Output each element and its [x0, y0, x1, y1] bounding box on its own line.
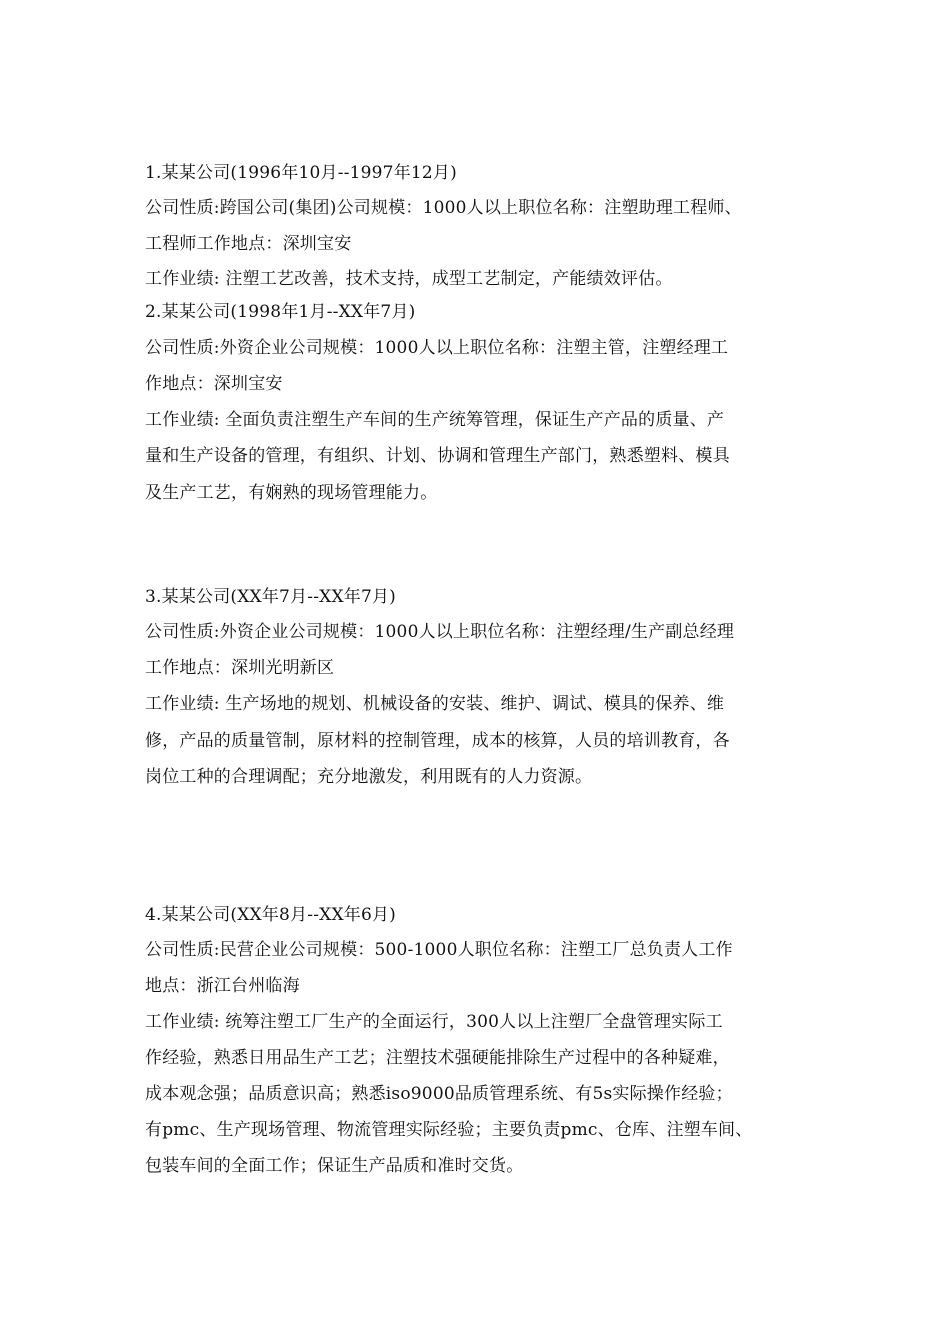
entry-4-company-info-cont: 地点：浙江台州临海	[145, 976, 300, 996]
entry-4-performance-cont-2: 成本观念强；品质意识高；熟悉iso9000品质管理系统、有5s实际操作经验；	[145, 1084, 733, 1104]
entry-3-heading: 3.某某公司(XX年7月--XX年7月)	[145, 587, 397, 607]
entry-4-performance-cont-4: 包装车间的全面工作；保证生产品质和准时交货。	[145, 1156, 524, 1176]
entry-4-performance-cont-1: 作经验，熟悉日用品生产工艺；注塑技术强硬能排除生产过程中的各种疑难，	[145, 1048, 730, 1068]
entry-4-heading: 4.某某公司(XX年8月--XX年6月)	[145, 905, 397, 925]
entry-1-company-info: 公司性质:跨国公司(集团)公司规模：1000人以上职位名称：注塑助理工程师、	[145, 198, 742, 218]
entry-1-heading: 1.某某公司(1996年10月--1997年12月)	[145, 163, 457, 183]
entry-4-company-info: 公司性质:民营企业公司规模：500-1000人职位名称：注塑工厂总负责人工作	[145, 940, 733, 960]
entry-4-performance-cont-3: 有pmc、生产现场管理、物流管理实际经验；主要负责pmc、仓库、注塑车间、	[145, 1120, 753, 1140]
entry-4-performance: 工作业绩: 统筹注塑工厂生产的全面运行，300人以上注塑厂全盘管理实际工	[145, 1012, 723, 1032]
entry-3-performance: 工作业绩: 生产场地的规划、机械设备的安装、维护、调试、模具的保养、维	[145, 694, 725, 714]
entry-2-performance-cont-1: 量和生产设备的管理，有组织、计划、协调和管理生产部门，熟悉塑料、模具	[145, 446, 730, 466]
entry-1-performance: 工作业绩: 注塑工艺改善，技术支持，成型工艺制定，产能绩效评估。	[145, 269, 673, 289]
entry-2-performance: 工作业绩: 全面负责注塑生产车间的生产统筹管理，保证生产产品的质量、产	[145, 410, 725, 430]
entry-2-performance-cont-2: 及生产工艺，有娴熟的现场管理能力。	[145, 483, 438, 503]
entry-3-performance-cont-2: 岗位工种的合理调配；充分地激发，利用既有的人力资源。	[145, 767, 593, 787]
entry-3-company-info-cont: 工作地点：深圳光明新区	[145, 658, 335, 678]
entry-1-company-info-cont: 工程师工作地点：深圳宝安	[145, 234, 352, 254]
entry-3-company-info: 公司性质:外资企业公司规模：1000人以上职位名称：注塑经理/生产副总经理	[145, 622, 735, 642]
entry-2-company-info-cont: 作地点：深圳宝安	[145, 374, 283, 394]
entry-2-heading: 2.某某公司(1998年1月--XX年7月)	[145, 302, 416, 322]
entry-3-performance-cont-1: 修，产品的质量管制，原材料的控制管理，成本的核算，人员的培训教育，各	[145, 731, 730, 751]
entry-2-company-info: 公司性质:外资企业公司规模：1000人以上职位名称：注塑主管，注塑经理工	[145, 338, 729, 358]
